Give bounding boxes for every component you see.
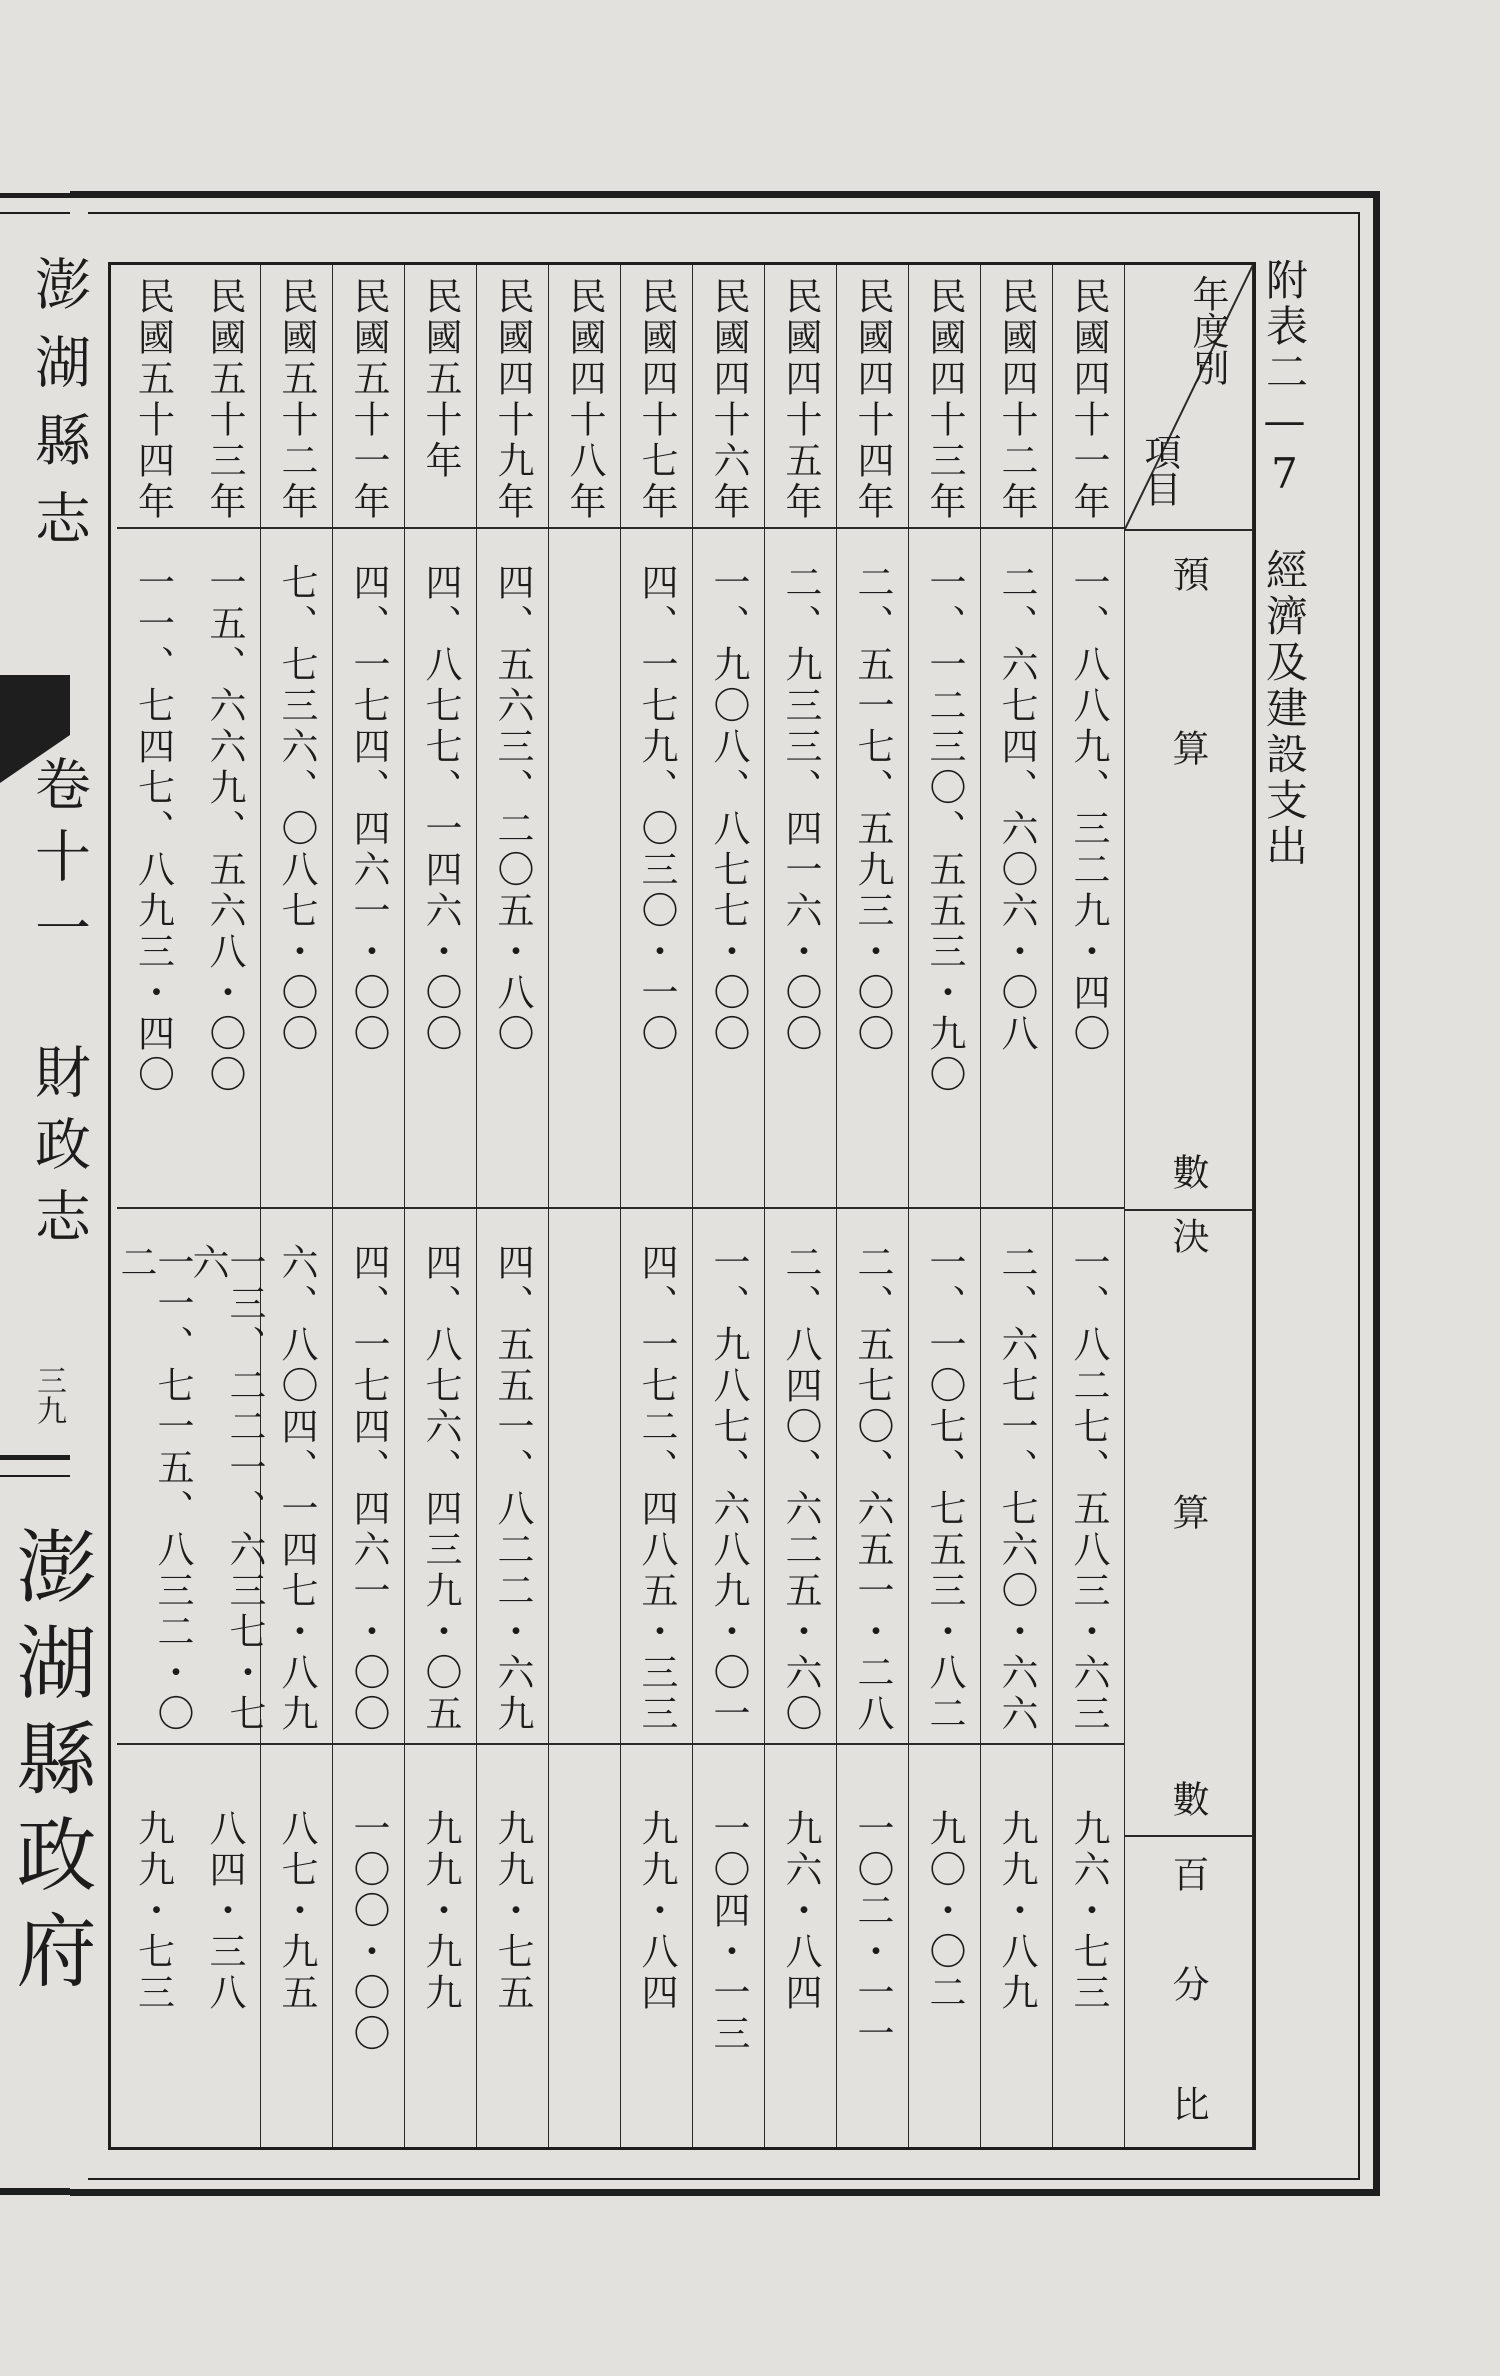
budget-cell: 一、一二三〇、五五三・九〇: [923, 563, 966, 1096]
percent-cell: 九九・八四: [635, 1809, 678, 2014]
actual-cell: 一一、七一五、八三二・〇二: [114, 1243, 194, 1735]
header-budget-label: 預 算: [1166, 555, 1209, 816]
year-cell: 民國五十年: [419, 277, 462, 482]
year-cell: 民國四十七年: [635, 277, 678, 523]
actual-cell: 二、六七一、七六〇・六六: [995, 1243, 1038, 1735]
margin-rule-mid: [0, 1455, 70, 1460]
year-cell: 民國四十八年: [563, 277, 606, 523]
table-row: [186, 265, 266, 2147]
year-cell: 民國四十二年: [995, 277, 1038, 523]
percent-cell: 九九・七三: [131, 1809, 175, 2014]
actual-cell: 四、一七四、四六一・〇〇: [347, 1243, 390, 1735]
table-header-column: [1125, 265, 1253, 2147]
table-title: 附表二—7 經濟及建設支出: [1260, 258, 1309, 870]
header-percent-label: 百: [1166, 1855, 1209, 1892]
year-cell: 民國四十五年: [779, 277, 822, 523]
percent-cell: 九六・八四: [779, 1809, 822, 2014]
year-cell: 民國五十二年: [275, 277, 318, 523]
table-row: [981, 265, 1053, 2147]
year-cell: 民國四十四年: [851, 277, 894, 523]
year-cell: 民國四十三年: [923, 277, 966, 523]
table-row: [693, 265, 765, 2147]
margin-rule-top-thin: [0, 212, 70, 214]
table-area: [108, 262, 1256, 2150]
header-rule-1: [1125, 529, 1252, 531]
year-cell: 民國五十一年: [347, 277, 390, 523]
percent-cell: 九九・七五: [491, 1809, 534, 2014]
margin-rule-mid-thin: [0, 1475, 70, 1477]
actual-cell: 一、八二七、五八三・六三: [1067, 1243, 1110, 1735]
header-budget-label-2: 數: [1166, 1153, 1209, 1190]
budget-cell: 二、五一七、五九三・〇〇: [851, 563, 894, 1055]
actual-cell: 一、一〇七、七五三・八二: [923, 1243, 966, 1735]
budget-cell: 二、九三三、四一六・〇〇: [779, 563, 822, 1055]
actual-cell: 四、一七二、四八五・三三: [635, 1243, 678, 1735]
percent-cell: 九九・八九: [995, 1809, 1038, 2014]
header-rule-3: [1125, 1835, 1252, 1837]
actual-cell: 一三、二二一、六三七・七六: [186, 1243, 266, 1735]
table-row: [333, 265, 405, 2147]
table-row: [549, 265, 621, 2147]
budget-cell: 一五、六六九、五六八・〇〇: [203, 563, 246, 1096]
percent-cell: 一〇四・一三: [707, 1809, 750, 2055]
page-number: 三九: [31, 1365, 66, 1425]
data-table: [108, 262, 1256, 2150]
percent-cell: 九九・九九: [419, 1809, 462, 2014]
table-row: [837, 265, 909, 2147]
header-actual-label-3: 數: [1166, 1780, 1209, 1817]
header-percent-label-2: 分: [1166, 1965, 1209, 2002]
actual-cell: 二、八四〇、六二五・六〇: [779, 1243, 822, 1735]
year-cell: 民國四十一年: [1067, 277, 1110, 523]
actual-cell: 一、九八七、六八九・〇一: [707, 1243, 750, 1735]
header-item-label: 項目: [1138, 433, 1181, 507]
table-row: [621, 265, 693, 2147]
budget-cell: 一、八八九、三二九・四〇: [1067, 563, 1110, 1055]
margin-rule-top: [0, 193, 70, 198]
percent-cell: 九六・七三: [1067, 1809, 1110, 2014]
thumb-tab-block: [0, 675, 70, 735]
publisher: 澎湖縣政府: [3, 1525, 96, 2005]
year-cell: 民國四十六年: [707, 277, 750, 523]
table-row: [405, 265, 477, 2147]
table-row: [261, 265, 333, 2147]
table-row: [114, 265, 194, 2147]
percent-cell: 九〇・〇二: [923, 1809, 966, 2014]
header-rule-2: [1125, 1209, 1252, 1211]
budget-cell: 四、五六三、二〇五・八〇: [491, 563, 534, 1055]
table-row: [765, 265, 837, 2147]
year-cell: 民國四十九年: [491, 277, 534, 523]
actual-cell: 六、八〇四、一四七・八九: [275, 1243, 318, 1735]
budget-cell: 四、八七七、一四六・〇〇: [419, 563, 462, 1055]
year-cell: 民國五十三年: [203, 277, 246, 523]
book-name: 澎湖縣志: [26, 255, 91, 567]
actual-cell: 四、八七六、四三九・〇五: [419, 1243, 462, 1735]
percent-cell: 一〇二・一一: [851, 1809, 894, 2055]
margin-rule-bottom: [0, 2188, 70, 2195]
header-actual-label-2: 算: [1166, 1493, 1209, 1530]
year-cell: 民國五十四年: [131, 277, 175, 523]
header-actual-label: 決: [1166, 1217, 1209, 1254]
percent-cell: 八七・九五: [275, 1809, 318, 2014]
budget-cell: 四、一七九、〇三〇・一〇: [635, 563, 678, 1055]
table-row: [1053, 265, 1125, 2147]
table-row: [909, 265, 981, 2147]
percent-cell: 一〇〇・〇〇: [347, 1809, 390, 2055]
budget-cell: 一一、七四七、八九三・四〇: [131, 563, 175, 1096]
actual-cell: 四、五五一、八二二・六九: [491, 1243, 534, 1735]
actual-cell: 二、五七〇、六五一・二八: [851, 1243, 894, 1735]
header-percent-label-3: 比: [1166, 2085, 1209, 2122]
budget-cell: 二、六七四、六〇六・〇八: [995, 563, 1038, 1055]
budget-cell: 一、九〇八、八七七・〇〇: [707, 563, 750, 1055]
budget-cell: 四、一七四、四六一・〇〇: [347, 563, 390, 1055]
volume-title: 卷十一 財政志: [26, 755, 91, 1259]
header-year-label: 年度別: [1186, 275, 1229, 386]
table-row: [477, 265, 549, 2147]
budget-cell: 七、七三六、〇八七・〇〇: [275, 563, 318, 1055]
percent-cell: 八四・三八: [203, 1809, 246, 2014]
